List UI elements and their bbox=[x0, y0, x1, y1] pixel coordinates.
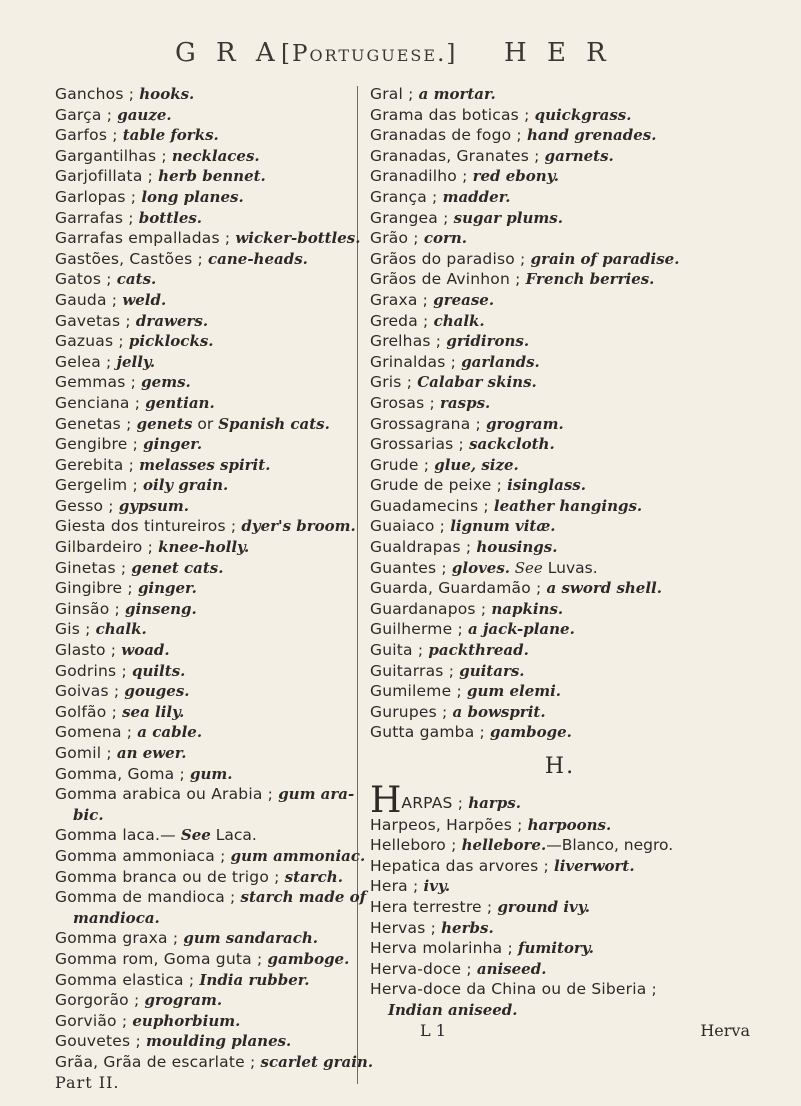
dictionary-entry bbox=[370, 918, 750, 939]
dictionary-entry bbox=[55, 84, 395, 105]
portuguese-term: Gerebita ; bbox=[55, 455, 134, 474]
english-translation: dyer's broom. bbox=[241, 517, 356, 536]
english-translation: bottles. bbox=[138, 208, 203, 227]
dictionary-entry bbox=[55, 887, 395, 908]
portuguese-term: Gomma rom, Goma guta ; bbox=[55, 949, 263, 968]
header-left: G R A bbox=[175, 38, 281, 68]
portuguese-term: Gengibre ; bbox=[55, 435, 139, 454]
english-translation: starch made of bbox=[240, 888, 367, 907]
dictionary-entry bbox=[370, 166, 750, 187]
dictionary-entry bbox=[370, 372, 750, 393]
portuguese-term: Grãa, Grãa de escarlate ; bbox=[55, 1052, 256, 1071]
portuguese-term: Granadas de fogo ; bbox=[370, 126, 522, 145]
entry-continuation bbox=[55, 805, 395, 826]
portuguese-term: Ginetas ; bbox=[55, 558, 127, 577]
english-translation: ivy. bbox=[423, 877, 451, 896]
dictionary-entry bbox=[55, 661, 395, 682]
english-translation: cats. bbox=[116, 270, 157, 289]
portuguese-term: Gazuas ; bbox=[55, 332, 124, 351]
english-translation: scarlet grain. bbox=[260, 1052, 374, 1071]
dictionary-entry bbox=[55, 269, 395, 290]
portuguese-term: Guantes ; bbox=[370, 558, 447, 577]
dictionary-entry bbox=[370, 475, 750, 496]
english-translation: cane-heads. bbox=[208, 249, 308, 268]
portuguese-term: Harpeos, Harpões ; bbox=[370, 815, 523, 834]
dictionary-entry bbox=[55, 702, 395, 723]
portuguese-term: Grossarias ; bbox=[370, 435, 464, 454]
english-translation: gamboge. bbox=[490, 723, 572, 742]
portuguese-term: Ganchos ; bbox=[55, 85, 135, 103]
dictionary-entry bbox=[55, 846, 395, 867]
portuguese-term: Guaiaco ; bbox=[370, 517, 446, 536]
dictionary-entry bbox=[370, 208, 750, 229]
english-translation: French berries. bbox=[525, 270, 655, 289]
portuguese-term: Guarda, Guardamão ; bbox=[370, 579, 542, 598]
portuguese-term: Gingibre ; bbox=[55, 579, 133, 598]
portuguese-term: Guitarras ; bbox=[370, 661, 455, 680]
part-footer: Part II. bbox=[55, 1072, 120, 1092]
dictionary-entry bbox=[370, 290, 750, 311]
portuguese-term: Grãos de Avinhon ; bbox=[370, 270, 521, 289]
english-translation: gentian. bbox=[145, 393, 215, 412]
english-translation: picklocks. bbox=[128, 332, 214, 351]
english-translation: ginseng. bbox=[125, 599, 197, 618]
english-translation: gum elemi. bbox=[466, 682, 562, 701]
dictionary-entry bbox=[55, 352, 395, 373]
english-translation: gloves. bbox=[451, 558, 511, 577]
portuguese-term: Gesso ; bbox=[55, 496, 114, 515]
dictionary-entry bbox=[55, 619, 395, 640]
portuguese-term: Guilherme ; bbox=[370, 620, 463, 639]
english-translation: gypsum. bbox=[118, 496, 189, 515]
portuguese-term: Gumileme ; bbox=[370, 682, 462, 701]
dictionary-entry bbox=[55, 1011, 395, 1032]
portuguese-term: Gomma laca.— bbox=[55, 826, 176, 845]
english-translation: drawers. bbox=[135, 311, 209, 330]
header-right: H E R bbox=[504, 38, 612, 68]
dictionary-entry bbox=[370, 619, 750, 640]
dictionary-entry bbox=[370, 640, 750, 661]
header-middle: [Portuguese.] bbox=[281, 41, 458, 67]
portuguese-term: Guita ; bbox=[370, 641, 424, 660]
english-translation: a jack-plane. bbox=[468, 620, 575, 639]
english-translation: isinglass. bbox=[507, 476, 586, 495]
portuguese-term: Garfos ; bbox=[55, 126, 118, 145]
english-translation: liverwort. bbox=[554, 856, 635, 875]
english-translation: table forks. bbox=[122, 126, 219, 145]
dictionary-entry bbox=[370, 125, 750, 146]
portuguese-term: Genciana ; bbox=[55, 393, 141, 412]
dictionary-entry bbox=[370, 331, 750, 352]
english-translation: sugar plums. bbox=[453, 208, 563, 227]
english-translation: gauze. bbox=[117, 105, 172, 124]
dictionary-entry bbox=[55, 1052, 395, 1073]
portuguese-term: Grossagrana ; bbox=[370, 414, 481, 433]
portuguese-term: Grude de peixe ; bbox=[370, 476, 503, 495]
dictionary-entry bbox=[55, 867, 395, 888]
entry-tail: Luvas. bbox=[542, 558, 598, 577]
dictionary-entry bbox=[55, 640, 395, 661]
portuguese-term: Hepatica das arvores ; bbox=[370, 856, 549, 875]
portuguese-term: Genetas ; bbox=[55, 414, 132, 433]
section-heading: H. bbox=[544, 754, 576, 779]
portuguese-term: Gomma graxa ; bbox=[55, 929, 179, 948]
english-translation: gamboge. bbox=[267, 949, 350, 968]
portuguese-term: Gemmas ; bbox=[55, 373, 137, 392]
portuguese-term: Gomma arabica ou Arabia ; bbox=[55, 785, 274, 804]
dictionary-entry bbox=[370, 876, 750, 897]
portuguese-term: Gurupes ; bbox=[370, 702, 448, 721]
dictionary-entry bbox=[370, 84, 750, 105]
dictionary-entry bbox=[370, 897, 750, 918]
english-translation: gum. bbox=[189, 764, 233, 783]
portuguese-term: Hera terrestre ; bbox=[370, 897, 493, 916]
portuguese-term: Gomena ; bbox=[55, 723, 133, 742]
portuguese-term: Giesta dos tintureiros ; bbox=[55, 517, 237, 536]
left-column bbox=[55, 84, 395, 1092]
english-translation: ginger. bbox=[143, 435, 203, 454]
dictionary-entry bbox=[55, 1031, 395, 1052]
dictionary-entry bbox=[370, 681, 750, 702]
english-translation: euphorbium. bbox=[132, 1011, 241, 1030]
portuguese-term: Granadas, Granates ; bbox=[370, 146, 540, 165]
portuguese-term: Grelhas ; bbox=[370, 332, 442, 351]
english-translation: grain of paradise. bbox=[530, 249, 680, 268]
portuguese-term: Gomma de mandioca ; bbox=[55, 888, 236, 907]
english-translation: madder. bbox=[442, 187, 511, 206]
dictionary-entry bbox=[55, 475, 395, 496]
dictionary-entry bbox=[55, 249, 395, 270]
portuguese-term: Garrafas ; bbox=[55, 208, 134, 227]
dictionary-entry bbox=[55, 558, 395, 579]
dictionary-entry bbox=[370, 856, 750, 877]
dictionary-entry bbox=[370, 105, 750, 126]
dictionary-entry bbox=[370, 578, 750, 599]
dictionary-entry bbox=[370, 249, 750, 270]
dictionary-entry bbox=[370, 959, 750, 980]
portuguese-term: Guardanapos ; bbox=[370, 599, 487, 618]
english-translation: housings. bbox=[476, 538, 558, 557]
english-translation-continued: Indian aniseed. bbox=[388, 1000, 518, 1019]
dictionary-entry bbox=[370, 938, 750, 959]
portuguese-term: Grangea ; bbox=[370, 208, 449, 227]
dictionary-entry bbox=[55, 681, 395, 702]
english-translation: garnets. bbox=[544, 146, 614, 165]
english-translation: leather hangings. bbox=[493, 496, 643, 515]
english-translation: a mortar. bbox=[418, 85, 496, 103]
portuguese-term: Gergelim ; bbox=[55, 476, 138, 495]
right-column bbox=[370, 84, 750, 1040]
dictionary-entry bbox=[55, 537, 395, 558]
dictionary-entry bbox=[370, 779, 750, 821]
dictionary-entry bbox=[55, 393, 395, 414]
dictionary-entry bbox=[55, 743, 395, 764]
drop-capital: H bbox=[370, 779, 402, 821]
dictionary-entry bbox=[55, 331, 395, 352]
dictionary-entry bbox=[55, 599, 395, 620]
dictionary-entry bbox=[55, 187, 395, 208]
english-translation: herb bennet. bbox=[158, 167, 266, 186]
english-translation: a bowsprit. bbox=[452, 702, 546, 721]
dictionary-entry bbox=[55, 764, 395, 785]
english-translation: weld. bbox=[122, 290, 167, 309]
english-translation: hooks. bbox=[139, 85, 195, 103]
portuguese-term: Grinaldas ; bbox=[370, 352, 457, 371]
portuguese-term: Guadamecins ; bbox=[370, 496, 489, 515]
dictionary-entry bbox=[370, 599, 750, 620]
english-translation: guitars. bbox=[459, 661, 525, 680]
english-translation: ginger. bbox=[137, 579, 197, 598]
page-footer bbox=[370, 1021, 750, 1041]
english-translation: glue, size. bbox=[434, 455, 519, 474]
dictionary-entry bbox=[370, 146, 750, 167]
english-translation: gouges. bbox=[124, 682, 190, 701]
catchword: Herva bbox=[700, 1020, 750, 1040]
english-translation: necklaces. bbox=[171, 146, 260, 165]
dictionary-entry bbox=[370, 228, 750, 249]
entry-continuation bbox=[55, 908, 395, 929]
portuguese-term: Gomil ; bbox=[55, 744, 112, 762]
portuguese-term: Gatos ; bbox=[55, 270, 112, 289]
portuguese-term: Gral ; bbox=[370, 85, 414, 103]
portuguese-term: Gouvetes ; bbox=[55, 1032, 141, 1051]
signature-mark: L 1 bbox=[420, 1020, 446, 1040]
english-translation-continued: mandioca. bbox=[73, 908, 160, 927]
english-translation: an ewer. bbox=[116, 744, 187, 762]
dictionary-entry bbox=[370, 393, 750, 414]
portuguese-term: Graxa ; bbox=[370, 290, 429, 309]
dictionary-entry bbox=[370, 352, 750, 373]
dictionary-entry bbox=[55, 372, 395, 393]
english-translation: India rubber. bbox=[199, 970, 310, 989]
portuguese-term: Gomma elastica ; bbox=[55, 970, 195, 989]
dictionary-entry bbox=[55, 970, 395, 991]
portuguese-term: Herva molarinha ; bbox=[370, 939, 513, 958]
english-translation: gems. bbox=[141, 373, 191, 392]
dictionary-entry bbox=[55, 166, 395, 187]
portuguese-term: Gorvião ; bbox=[55, 1011, 128, 1030]
portuguese-term: Golfão ; bbox=[55, 702, 117, 721]
english-translation: gum sandarach. bbox=[183, 929, 318, 948]
english-translation: grogram. bbox=[144, 991, 223, 1010]
dictionary-entry bbox=[370, 722, 750, 743]
english-translation: grogram. bbox=[486, 414, 564, 433]
dictionary-entry bbox=[370, 434, 750, 455]
english-translation: woad. bbox=[121, 641, 170, 660]
dictionary-entry bbox=[55, 578, 395, 599]
portuguese-term: Gelea ; bbox=[55, 352, 112, 371]
english-translation: aniseed. bbox=[476, 959, 547, 978]
dictionary-entry bbox=[55, 784, 395, 805]
dictionary-entry bbox=[55, 990, 395, 1011]
dictionary-entry bbox=[55, 496, 395, 517]
portuguese-term: Hervas ; bbox=[370, 918, 437, 937]
dictionary-entry bbox=[55, 949, 395, 970]
portuguese-term: Helleboro ; bbox=[370, 836, 457, 855]
english-translation: Calabar skins. bbox=[417, 373, 537, 392]
portuguese-term: Gargantilhas ; bbox=[55, 146, 167, 165]
dictionary-entry bbox=[55, 311, 395, 332]
english-translation: harps. bbox=[468, 793, 521, 812]
dictionary-entry bbox=[55, 825, 395, 846]
english-translation: garlands. bbox=[461, 352, 540, 371]
english-translation: knee-holly. bbox=[158, 538, 250, 557]
dictionary-entry bbox=[55, 228, 395, 249]
english-translation: wicker-bottles. bbox=[235, 229, 361, 248]
dictionary-entry bbox=[55, 414, 395, 435]
english-translation: a cable. bbox=[137, 723, 203, 742]
portuguese-term: Garça ; bbox=[55, 105, 113, 124]
dictionary-entry bbox=[55, 928, 395, 949]
portuguese-term: Hera ; bbox=[370, 877, 419, 896]
english-translation: herbs. bbox=[441, 918, 494, 937]
english-translation: lignum vitæ. bbox=[450, 517, 556, 536]
entry-continuation bbox=[370, 1000, 750, 1021]
english-translation: moulding planes. bbox=[145, 1032, 292, 1051]
english-translation: quickgrass. bbox=[534, 105, 632, 124]
english-translation: gum ara- bbox=[278, 785, 355, 804]
portuguese-term: Grude ; bbox=[370, 455, 430, 474]
dictionary-entry bbox=[55, 455, 395, 476]
portuguese-term: Grança ; bbox=[370, 187, 438, 206]
portuguese-term: Ginsão ; bbox=[55, 599, 120, 618]
cross-reference-label: See bbox=[510, 558, 543, 577]
english-translation: starch. bbox=[284, 867, 343, 886]
english-translation: genets bbox=[136, 414, 193, 433]
dictionary-entry bbox=[370, 979, 750, 1000]
dictionary-entry bbox=[370, 835, 750, 856]
english-translation: ground ivy. bbox=[497, 897, 590, 916]
english-translation: hand grenades. bbox=[526, 126, 657, 145]
portuguese-term: Grão ; bbox=[370, 229, 419, 248]
portuguese-term: Gualdrapas ; bbox=[370, 538, 472, 557]
dictionary-entry bbox=[55, 105, 395, 126]
portuguese-term: Garlopas ; bbox=[55, 187, 137, 206]
dictionary-entry bbox=[55, 125, 395, 146]
portuguese-term: Gomma, Goma ; bbox=[55, 764, 185, 783]
entry-tail: Laca. bbox=[210, 826, 257, 845]
portuguese-term: Garjofillata ; bbox=[55, 167, 154, 186]
portuguese-term: Gilbardeiro ; bbox=[55, 538, 154, 557]
portuguese-term: Garrafas empalladas ; bbox=[55, 229, 231, 248]
english-translation: corn. bbox=[423, 229, 467, 248]
portuguese-term: Grama das boticas ; bbox=[370, 105, 530, 124]
portuguese-term: Godrins ; bbox=[55, 661, 127, 680]
portuguese-term: Gris ; bbox=[370, 373, 413, 392]
english-translation: gum ammoniac. bbox=[230, 846, 366, 865]
english-translation: jelly. bbox=[116, 352, 156, 371]
portuguese-term: Gis ; bbox=[55, 620, 91, 639]
english-translation: chalk. bbox=[433, 311, 485, 330]
portuguese-term: Gastões, Castões ; bbox=[55, 249, 203, 268]
english-translation: genet cats. bbox=[131, 558, 224, 577]
dictionary-entry bbox=[55, 722, 395, 743]
portuguese-term: Gutta gamba ; bbox=[370, 723, 485, 742]
english-translation: melasses spirit. bbox=[139, 455, 271, 474]
dictionary-entry bbox=[370, 187, 750, 208]
portuguese-term: Herva-doce ; bbox=[370, 959, 472, 978]
english-translation: quilts. bbox=[131, 661, 186, 680]
entry-tail: or bbox=[192, 414, 219, 433]
portuguese-term: Gomma ammoniaca ; bbox=[55, 846, 226, 865]
english-translation: napkins. bbox=[491, 599, 564, 618]
portuguese-term: Gauda ; bbox=[55, 290, 118, 309]
dictionary-entry bbox=[370, 815, 750, 836]
portuguese-term: Herva-doce da China ou de Siberia ; bbox=[370, 980, 657, 999]
dictionary-entry bbox=[55, 516, 395, 537]
english-translation-alt: Spanish cats. bbox=[218, 414, 330, 433]
portuguese-term: Goivas ; bbox=[55, 682, 120, 701]
english-translation: sackcloth. bbox=[469, 435, 555, 454]
english-translation: See bbox=[180, 826, 211, 845]
dictionary-entry bbox=[370, 516, 750, 537]
dictionary-entry bbox=[370, 414, 750, 435]
dictionary-entry bbox=[55, 434, 395, 455]
portuguese-term: Grãos do paradiso ; bbox=[370, 249, 526, 268]
english-translation: rasps. bbox=[440, 393, 491, 412]
english-translation: grease. bbox=[433, 290, 495, 309]
dictionary-entry bbox=[370, 311, 750, 332]
portuguese-term: ARPAS ; bbox=[401, 793, 464, 812]
dictionary-entry bbox=[370, 269, 750, 290]
portuguese-term: Grosas ; bbox=[370, 393, 435, 412]
english-translation: gridirons. bbox=[446, 332, 530, 351]
english-translation-continued: bic. bbox=[73, 805, 104, 824]
english-translation: long planes. bbox=[141, 187, 244, 206]
english-translation: sea lily. bbox=[122, 702, 185, 721]
english-translation: chalk. bbox=[95, 620, 147, 639]
portuguese-term: Glasto ; bbox=[55, 641, 117, 660]
dictionary-entry bbox=[370, 537, 750, 558]
english-translation: a sword shell. bbox=[546, 579, 662, 598]
dictionary-entry bbox=[55, 146, 395, 167]
dictionary-entry bbox=[370, 661, 750, 682]
dictionary-entry bbox=[55, 208, 395, 229]
dictionary-entry bbox=[55, 290, 395, 311]
entry-tail: —Blanco, negro. bbox=[546, 836, 674, 855]
english-translation: packthread. bbox=[428, 641, 529, 660]
english-translation: red ebony. bbox=[472, 167, 559, 186]
dictionary-entry bbox=[370, 455, 750, 476]
english-translation: hellebore. bbox=[461, 836, 547, 855]
english-translation: harpoons. bbox=[527, 815, 612, 834]
portuguese-term: Gomma branca ou de trigo ; bbox=[55, 867, 280, 886]
portuguese-term: Gavetas ; bbox=[55, 311, 131, 330]
dictionary-entry bbox=[370, 496, 750, 517]
portuguese-term: Gorgorão ; bbox=[55, 991, 140, 1010]
dictionary-entry bbox=[370, 702, 750, 723]
portuguese-term: Granadilho ; bbox=[370, 167, 468, 186]
portuguese-term: Greda ; bbox=[370, 311, 429, 330]
dictionary-entry bbox=[370, 558, 750, 579]
english-translation: fumitory. bbox=[518, 939, 595, 958]
english-translation: oily grain. bbox=[142, 476, 229, 495]
